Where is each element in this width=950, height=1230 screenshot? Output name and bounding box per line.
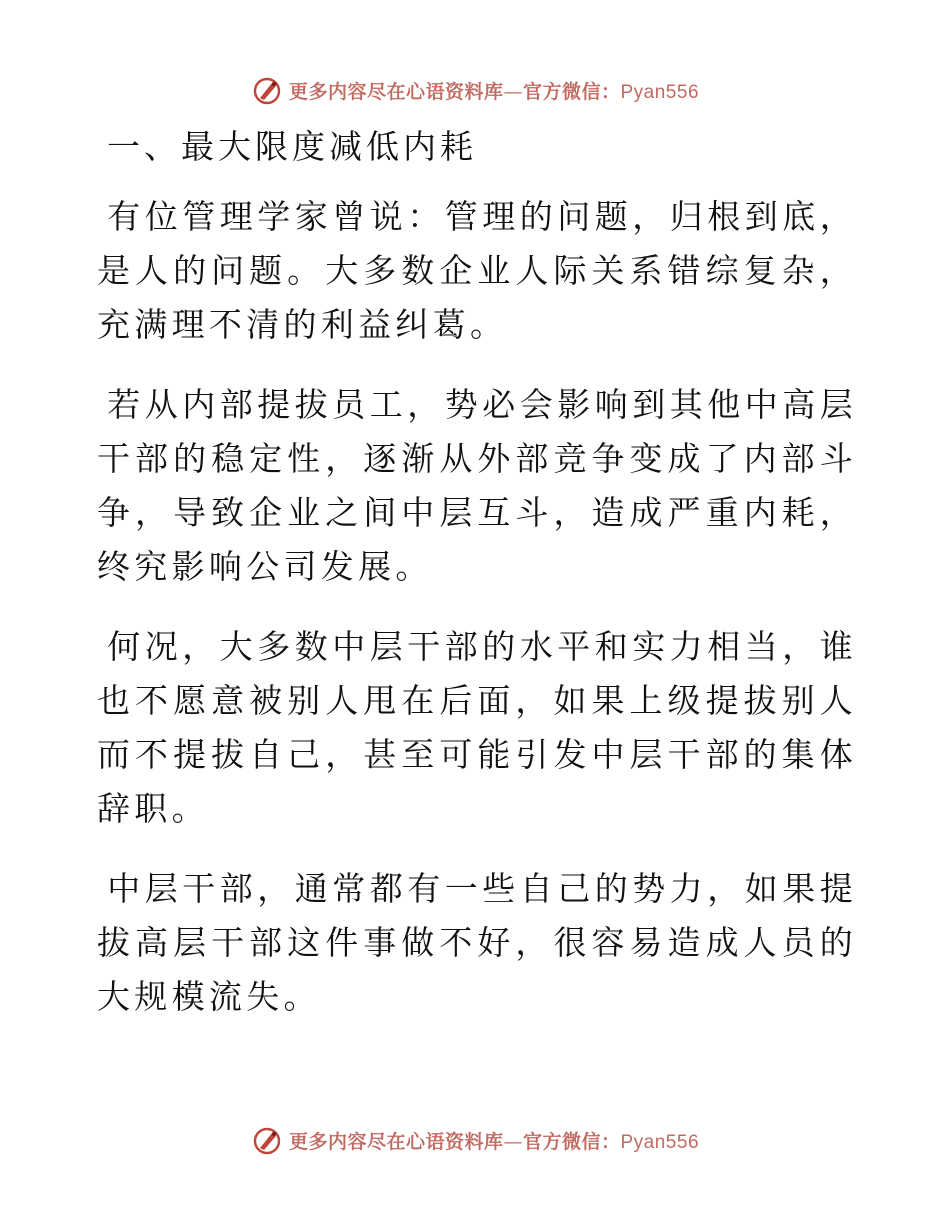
banner-dash: — xyxy=(503,80,523,103)
banner-wechat-label: 官方微信： xyxy=(522,1130,621,1153)
banner-site-name: 更多内容尽在心语资料库 xyxy=(288,1130,504,1153)
pen-logo-icon xyxy=(251,1124,283,1156)
banner-dash: — xyxy=(503,1130,523,1153)
banner-text xyxy=(289,77,699,104)
document-body xyxy=(97,118,857,1050)
banner-wechat-label: 官方微信： xyxy=(522,80,621,103)
paragraph xyxy=(97,620,857,836)
pen-logo-icon xyxy=(251,74,283,106)
paragraph xyxy=(97,862,857,1024)
paragraph-text: 若从内部提拔员工，势必会影响到其他中高层干部的稳定性，逐渐从外部竞争变成了内部斗争，导致企业之间中层互斗，造成严重内耗，终究影响公司发展。 xyxy=(97,385,857,586)
banner-wechat-id: Pyan556 xyxy=(620,1131,700,1153)
paragraph xyxy=(97,190,857,352)
banner-site-name: 更多内容尽在心语资料库 xyxy=(288,80,504,103)
header-watermark-banner xyxy=(0,70,950,110)
paragraph-text: 何况，大多数中层干部的水平和实力相当，谁也不愿意被别人甩在后面，如果上级提拔别人而不提拔自己，甚至可能引发中层干部的集体辞职。 xyxy=(97,627,857,828)
banner-wechat-id: Pyan556 xyxy=(620,81,700,103)
paragraph-text: 中层干部，通常都有一些自己的势力，如果提拔高层干部这件事做不好，很容易造成人员的大规模流失。 xyxy=(97,869,857,1016)
footer-watermark-banner xyxy=(0,1120,950,1160)
paragraph-text: 有位管理学家曾说：管理的问题，归根到底，是人的问题。大多数企业人际关系错综复杂，充满理不清的利益纠葛。 xyxy=(97,197,857,344)
section-heading: 一、最大限度减低内耗 xyxy=(107,127,477,166)
paragraph xyxy=(97,378,857,594)
banner-text xyxy=(289,1127,699,1154)
